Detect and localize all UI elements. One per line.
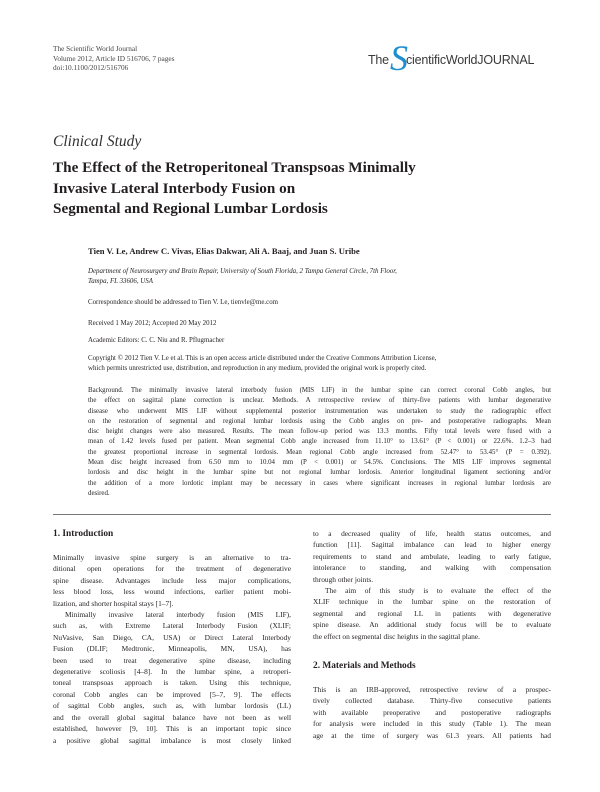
text-line: toneal transpsoas approach is taken. Using this technique, bbox=[53, 678, 291, 688]
abstract-line: lordosis and disc height in the lumbar spine but not regional lumbar lordosis. Anterior longitudinal ligament sectioning and/or bbox=[88, 469, 551, 477]
journal-meta bbox=[53, 44, 174, 73]
journal-logo bbox=[368, 38, 554, 78]
section-heading-introduction: 1. Introduction bbox=[53, 529, 114, 539]
text-line: and the overall global sagittal balance have not been as well bbox=[53, 712, 291, 722]
paragraph bbox=[313, 684, 551, 741]
text-line: such as, with Extreme Lateral Interbody Fusion (XLIF; bbox=[53, 621, 291, 631]
abstract-line: disc height changes were also measured. Results. The mean follow-up period was 13.3 months. Fifty total levels were fused with a bbox=[88, 428, 551, 436]
abstract-line: disease who underwent MIS LIF without supplemental posterior instrumentation was undertaken to study the radiographic effect bbox=[88, 407, 551, 415]
section-divider bbox=[53, 514, 551, 515]
abstract bbox=[88, 386, 551, 499]
text-line: lization, and shorter hospital stays [1–7]. bbox=[53, 598, 174, 608]
article-title bbox=[53, 158, 523, 220]
text-line: to a decreased quality of life, health status outcomes, and bbox=[313, 529, 551, 538]
text-line: a positive global sagittal imbalance is most closely linked bbox=[53, 735, 291, 745]
text-line: through other joints. bbox=[313, 574, 374, 584]
logo-glyph: S bbox=[390, 38, 408, 78]
abstract-line: the greatest proportional increase in segmental lordosis. Mean regional Cobb angle increased from 52.47° to 53.45° (P = 0.392). bbox=[88, 448, 551, 456]
right-column bbox=[313, 528, 551, 741]
text-line: age at the time of surgery was 61.3 years. All patients had bbox=[313, 730, 551, 740]
logo-prefix: The bbox=[368, 53, 389, 67]
logo-rest: cientificWorldJOURNAL bbox=[406, 53, 535, 67]
text-line: Minimally invasive spine surgery is an alternative to tra- bbox=[53, 553, 291, 562]
copyright bbox=[88, 354, 551, 375]
copyright-line: which permits unrestricted use, distribution, and reproduction in any medium, provided the original work is properly cited. bbox=[88, 365, 427, 373]
affiliation-line: Tampa, FL 33606, USA bbox=[88, 278, 153, 286]
abstract-line: the effect on sagittal plane correction is unclear. Methods. A retrospective review of thirty-five patients with lumbar degenerative bbox=[88, 397, 551, 405]
text-line: intolerance to standing, and walking with compensation bbox=[313, 563, 551, 573]
text-line: spine disease. An additional study focus will be to evaluate bbox=[313, 620, 551, 630]
paragraph bbox=[313, 585, 551, 642]
text-line: the effect on segmental disc heights in the sagittal plane. bbox=[313, 631, 480, 641]
abstract-line: desired. bbox=[88, 489, 110, 497]
text-line: This is an IRB-approved, retrospective review of a prospec- bbox=[313, 685, 551, 695]
abstract-line: the addition of a more lordotic implant may be necessary in cases where significant increases in regional lumbar lordosis are bbox=[88, 479, 551, 487]
text-line: XLIF technique in the lumbar spine on the restoration of bbox=[313, 597, 551, 607]
text-line: tively collected database. Thirty-five consecutive patients bbox=[313, 696, 551, 706]
text-line: NuVasive, San Diego, CA, USA) or Direct Lateral Interbody bbox=[53, 632, 291, 642]
text-line: ditional open operations for the treatment of degenerative bbox=[53, 564, 291, 574]
text-line: The aim of this study is to evaluate the effect of the bbox=[325, 586, 551, 596]
paragraph bbox=[53, 552, 291, 609]
text-line: for analysis were included in this study (Table 1). The mean bbox=[313, 719, 551, 729]
text-line: coronal Cobb angles can be improved [5–7, 9]. The effects bbox=[53, 689, 291, 699]
title-line: Invasive Lateral Interbody Fusion on bbox=[53, 179, 296, 197]
text-line: less blood loss, less wound infections, earlier patient mobi- bbox=[53, 587, 291, 597]
abstract-line: mean of 1.42 levels fused per patient. Mean segmental Cobb angle increased from 11.10° to 13.61° (P < 0.001) or 22.6%. 1.2–3 had bbox=[88, 438, 551, 446]
affiliation-line: Department of Neurosurgery and Brain Repair, University of South Florida, 2 Tampa General Circle, 7th Floor, bbox=[88, 268, 397, 275]
received-accepted-dates: Received 1 May 2012; Accepted 20 May 2012 bbox=[88, 320, 217, 327]
text-line: segmental and regional LL in patients with degenerative bbox=[313, 608, 551, 618]
abstract-line: on the restoration of segmental and regional lumbar lordosis using the Cobb angles on pre- and postoperative radiographs. Mean bbox=[88, 417, 551, 425]
text-line: requirements to stand and ambulate, leading to early fatigue, bbox=[313, 551, 551, 561]
left-column bbox=[53, 528, 291, 746]
text-line: spine disease. Advantages include less major complications, bbox=[53, 575, 291, 585]
academic-editors: Academic Editors: C. C. Niu and R. Pflugmacher bbox=[88, 337, 225, 344]
article-type: Clinical Study bbox=[53, 133, 142, 150]
title-line: Segmental and Regional Lumbar Lordosis bbox=[53, 200, 328, 217]
copyright-line: Copyright © 2012 Tien V. Le et al. This is an open access article distributed under the Creative Commons Attribution License, bbox=[88, 355, 437, 362]
text-line: function [11]. Sagittal imbalance can lead to higher energy bbox=[313, 540, 551, 550]
text-line: been used to treat degenerative spine disease, including bbox=[53, 655, 291, 665]
section-heading-materials-methods: 2. Materials and Methods bbox=[313, 661, 416, 672]
title-line: The Effect of the Retroperitoneal Transpsoas Minimally bbox=[53, 159, 416, 176]
abstract-line: Background. The minimally invasive lateral interbody fusion (MIS LIF) in the lumbar spine can correct coronal Cobb angles, but bbox=[88, 387, 551, 394]
paragraph bbox=[53, 609, 291, 746]
text-line: Minimally invasive lateral interbody fusion (MIS LIF), bbox=[65, 610, 291, 620]
abstract-line: Mean disc height increased from 6.50 mm to 10.04 mm (P < 0.001) or 54.5%. Conclusions. The MIS LIF improves segmental bbox=[88, 459, 551, 467]
affiliation bbox=[88, 267, 528, 288]
volume-line: Volume 2012, Article ID 516706, 7 pages bbox=[53, 53, 175, 63]
text-line: Fusion (DLIF; Medtronic, Minneapolis, MN, USA), has bbox=[53, 644, 291, 654]
text-line: established, however [9, 10]. This is an important topic since bbox=[53, 724, 291, 734]
text-line: with available preoperative and postoperative radiographs bbox=[313, 707, 551, 717]
correspondence: Correspondence should be addressed to Tien V. Le, tienvle@me.com bbox=[88, 299, 278, 306]
doi: doi:10.1100/2012/516706 bbox=[53, 63, 129, 73]
text-line: degenerative scoliosis [4–8]. In the lumbar spine, a retroperi- bbox=[53, 667, 291, 677]
paragraph bbox=[313, 528, 551, 585]
authors: Tien V. Le, Andrew C. Vivas, Elias Dakwar, Ali A. Baaj, and Juan S. Uribe bbox=[88, 246, 360, 256]
text-line: of sagittal Cobb angles, such as, with lumbar lordosis (LL) bbox=[53, 701, 291, 711]
journal-name: The Scientific World Journal bbox=[53, 44, 138, 53]
